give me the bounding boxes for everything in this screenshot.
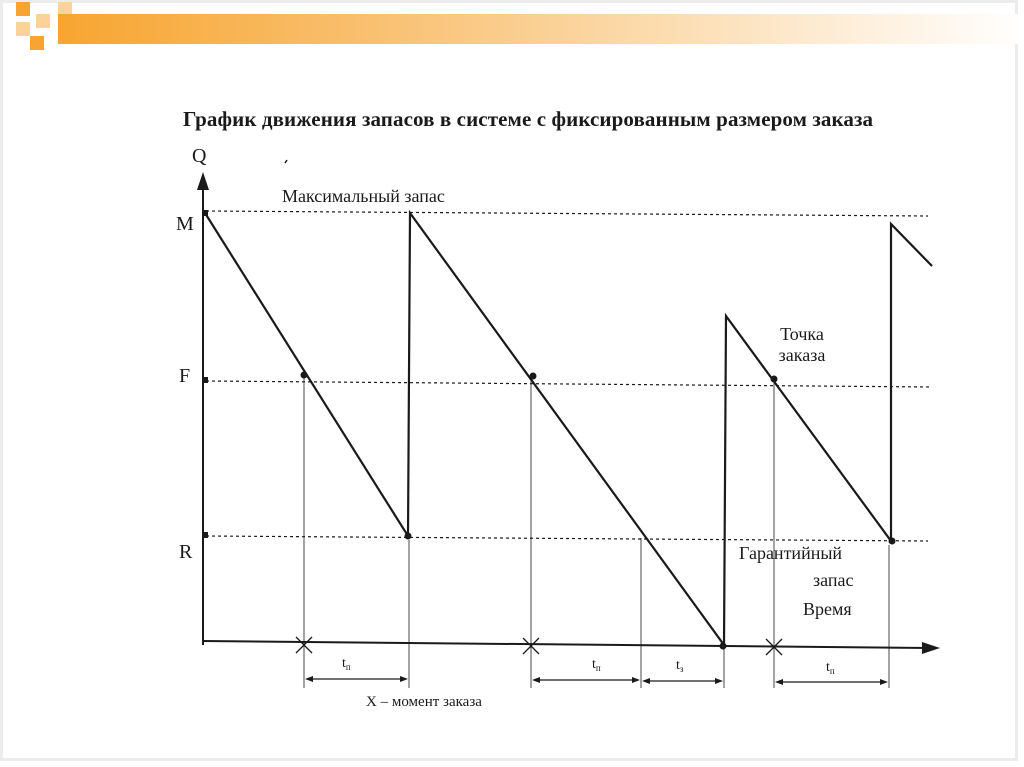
x-axis-arrow <box>922 642 940 654</box>
level-label-r: R <box>179 541 193 563</box>
arrowhead-2b <box>632 677 640 683</box>
x-axis <box>203 641 930 648</box>
order-moment-legend: X – момент заказа <box>366 694 482 710</box>
time-label: Время <box>803 599 852 619</box>
arrowhead-3a <box>642 678 650 684</box>
interval-label-3 <box>676 658 683 674</box>
m-level-tick <box>203 210 208 216</box>
interval-label-4 <box>826 660 835 676</box>
zero-point <box>720 643 727 650</box>
interval-label-3-sub: з <box>679 664 684 674</box>
max-stock-label: Максимальный запас <box>282 186 445 206</box>
y-axis-label: Q <box>192 145 207 167</box>
safety-stock-line-2: запас <box>813 570 854 590</box>
reorder-point-3 <box>771 376 778 383</box>
diagram-title: График движения запасов в системе с фиксированным размером заказа <box>183 107 874 131</box>
safety-point-1 <box>405 533 412 540</box>
reorder-point-1 <box>301 372 308 379</box>
interval-label-2-sub: п <box>595 663 601 673</box>
interval-label-3-t: t <box>676 658 680 673</box>
interval-label-1 <box>342 656 351 672</box>
y-axis-arrow <box>197 172 209 190</box>
safety-level-line <box>206 536 928 541</box>
arrowhead-1b <box>400 676 408 682</box>
interval-label-2-t: t <box>592 657 596 672</box>
reorder-point-2 <box>530 373 537 380</box>
arrowhead-2a <box>532 677 540 683</box>
arrowhead-4b <box>880 679 888 685</box>
arrowhead-4a <box>775 679 783 685</box>
max-level-line <box>206 211 928 216</box>
order-point-line-2: заказа <box>778 345 826 365</box>
order-point-line-1: Точка <box>780 324 824 344</box>
interval-label-2 <box>592 657 601 673</box>
f-level-tick <box>203 377 208 383</box>
interval-label-1-sub: п <box>345 662 351 672</box>
level-label-m: M <box>176 213 194 235</box>
arrowhead-1a <box>305 676 313 682</box>
interval-label-4-t: t <box>826 660 830 675</box>
arrowhead-3b <box>715 678 723 684</box>
interval-label-1-t: t <box>342 656 346 671</box>
r-level-tick <box>203 532 208 538</box>
stray-mark <box>285 160 287 163</box>
order-point-label <box>770 324 834 366</box>
safety-stock-line-1: Гарантийный <box>739 543 843 563</box>
level-label-f: F <box>179 365 191 387</box>
interval-label-4-sub: п <box>829 666 835 676</box>
safety-point-2 <box>889 538 896 545</box>
